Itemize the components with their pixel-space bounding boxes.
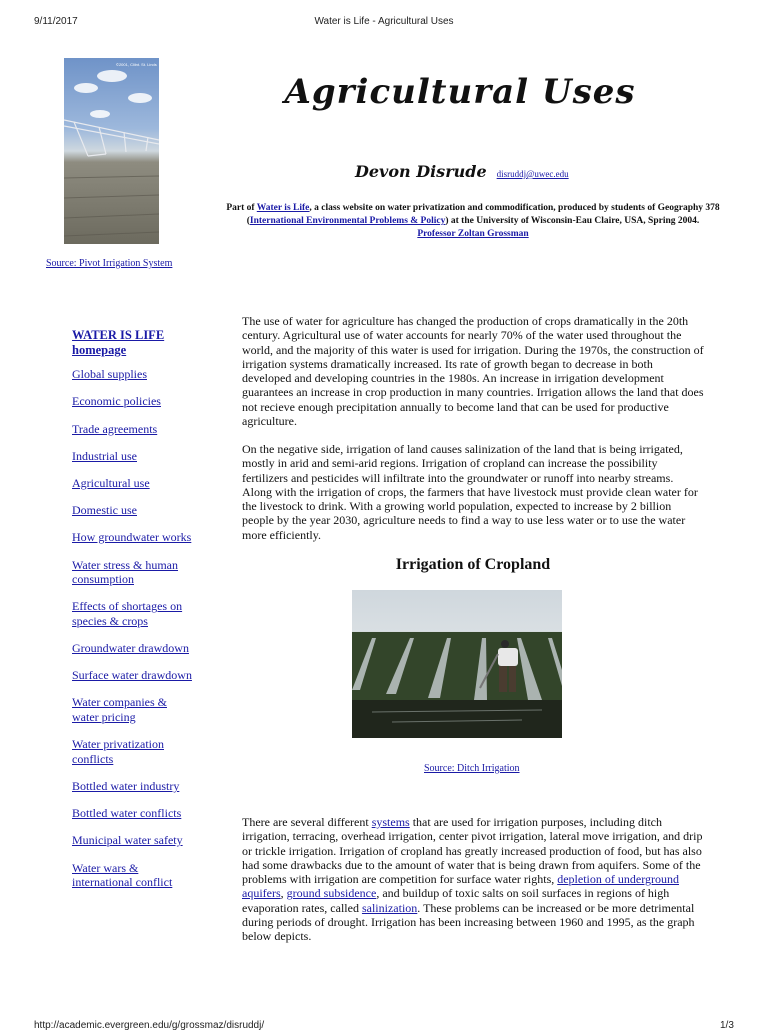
ground-subsidence-link[interactable]: ground subsidence <box>286 886 377 901</box>
sidebar-item-groundwater-drawdown[interactable]: Groundwater drawdown <box>72 641 189 656</box>
author-line <box>355 162 569 182</box>
text-run: , and buildup of toxic salts on soil surfaces in regions of high evaporation rates, called <box>242 886 670 915</box>
print-title: Water is Life - Agricultural Uses <box>314 16 454 27</box>
sidebar-item-domestic-use[interactable]: Domestic use <box>72 503 137 518</box>
irrigation-systems-paragraph <box>242 815 704 944</box>
sidebar-item-bottled-water-industry[interactable]: Bottled water industry <box>72 779 180 793</box>
page-title: Agricultural Uses <box>284 72 636 112</box>
professor-link[interactable]: Professor Zoltan Grossman <box>417 229 529 239</box>
print-date: 9/11/2017 <box>34 16 78 27</box>
sidebar-item-effects-of-shortages-on-species-crops[interactable]: Effects of shortages on species & crops <box>72 599 183 628</box>
attribution-suffix: ) at the University of Wisconsin-Eau Claire, USA, Spring 2004. <box>445 216 700 226</box>
sidebar-item-surface-water-drawdown[interactable]: Surface water drawdown <box>72 668 192 683</box>
text-run: . These problems can be increased or be more detrimental during periods of drought. Irrigation has been increasing between 1960 and 1995, as the graph below depicts. <box>242 900 695 944</box>
sidebar-item-water-privatization-conflicts[interactable]: Water privatization conflicts <box>72 737 164 766</box>
text-run: that are used for irrigation purposes, including ditch irrigation, terracing, overhead irrigation, center pivot irrigation, lateral move irrigation, and drip or trickle irrigation. Irrigation of cropland has greatly increased production of food, but has also had some drawbacks due to the amount of water that is being drawn from aquifers. Some of the problems with irrigation are competition for surface water rights, <box>242 815 703 887</box>
sidebar-item-agricultural-use[interactable]: Agricultural use <box>72 475 150 490</box>
water-is-life-link[interactable]: Water is Life <box>256 203 310 213</box>
text-run: , <box>280 886 287 901</box>
ditch-source-link[interactable]: Source: Ditch Irrigation <box>424 763 520 774</box>
sidebar-item-bottled-water-conflicts[interactable]: Bottled water conflicts <box>72 806 182 821</box>
author-name: Devon Disrude <box>355 162 487 181</box>
photo-credit: ©2001, Clilnt. St. Linds <box>116 62 157 67</box>
attribution-prefix: Part of <box>226 203 257 213</box>
site-attribution <box>212 202 734 241</box>
pivot-irrigation-photo <box>64 58 159 244</box>
author-email-link[interactable]: disruddj@uwec.edu <box>496 169 569 179</box>
negative-side-paragraph: On the negative side, irrigation of land causes salinization of the land that is being irrigated, mostly in arid and semi-arid regions. Irrigation of cropland can increase the possibility fertilizers and pesticides will infiltrate into the groundwater or runoff into nearby streams. Along with the irrigation of crops, the farmers that have livestock must provide clean water for the livestock to drink. With a growing world population, expected to increase by 2 billion people by the year 2030, agriculture needs to find a way to use less water or to use the water more efficiently. <box>242 442 698 542</box>
sidebar-item-industrial-use[interactable]: Industrial use <box>72 448 137 463</box>
sidebar-item-water-stress-human-consumption[interactable]: Water stress & human consumption <box>72 557 179 587</box>
sidebar-nav <box>72 328 192 902</box>
print-page-count: 1/3 <box>720 1020 734 1031</box>
sidebar-item-how-groundwater-works[interactable]: How groundwater works <box>72 530 192 545</box>
course-link[interactable]: International Environmental Problems & Policy <box>249 216 446 226</box>
sidebar-item-municipal-water-safety[interactable]: Municipal water safety <box>72 833 183 848</box>
sidebar-item-water-companies-water-pricing[interactable]: Water companies & water pricing <box>72 695 167 725</box>
salinization-link[interactable]: salinization <box>361 900 418 915</box>
attribution-middle: , a class website on water privatization and commodification, produced by students of Geography 378 ( <box>246 203 720 226</box>
sidebar-item-trade-agreements[interactable]: Trade agreements <box>72 421 158 436</box>
print-url: http://academic.evergreen.edu/g/grossmaz/disruddj/ <box>34 1020 265 1031</box>
intro-paragraph: The use of water for agriculture has changed the production of crops dramatically in the 20th century. Agricultural use of water accounts for nearly 70% of the water used throughout the world, and the majority of this water is used for irrigation. During the 1970s, the construction of irrigation systems dramatically increased. Its rate of growth began to decrease in both developed and developing countries in the 1980s. An increase in irrigation development guarantees an increase in crop production in many countries. Irrigation allows the land that does not recieve enough precipitation annually to become land that can be used for productive agriculture. <box>242 314 704 429</box>
sidebar-item-global-supplies[interactable]: Global supplies <box>72 367 147 382</box>
pivot-source-link[interactable]: Source: Pivot Irrigation System <box>46 258 173 269</box>
text-run: There are several different <box>242 815 372 829</box>
systems-link[interactable]: systems <box>371 815 410 829</box>
section-heading: Irrigation of Cropland <box>395 556 551 573</box>
sidebar-item-economic-policies[interactable]: Economic policies <box>72 394 161 409</box>
aquifer-depletion-link[interactable]: depletion of underground aquifers <box>242 872 679 901</box>
sidebar-item-homepage[interactable]: WATER IS LIFE homepage <box>72 328 165 357</box>
ditch-irrigation-photo <box>352 590 562 738</box>
sidebar-item-water-wars-international-conflict[interactable]: Water wars & international conflict <box>72 860 173 890</box>
